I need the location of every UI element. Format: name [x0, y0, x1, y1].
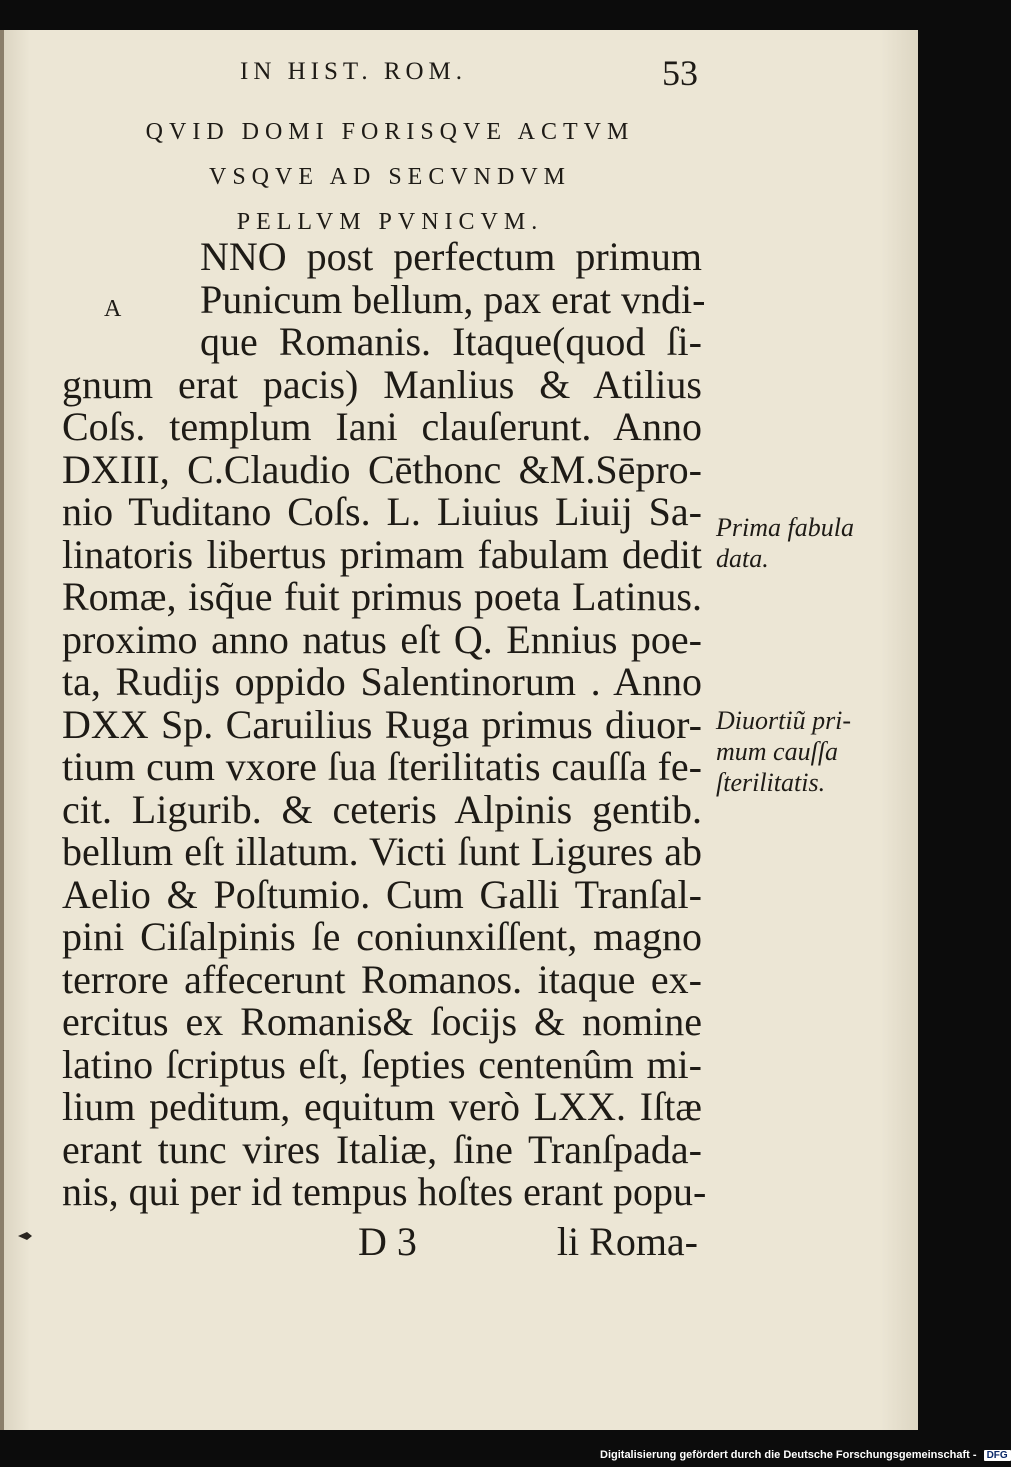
- text-line: terrore affecerunt Romanos. itaque ex-: [62, 956, 702, 1002]
- text-line: bellum eſt illatum. Victi ſunt Ligures ab: [62, 829, 702, 874]
- initial-letter: A: [104, 296, 122, 322]
- marginal-note-line: ſterilitatis.: [716, 768, 826, 797]
- credit-text: Digitalisierung gefördert durch die Deutsche Forschungsgemeinschaft -: [600, 1449, 977, 1461]
- text-line: cit. Ligurib. & ceteris Alpinis gentib.: [62, 786, 702, 832]
- chapter-title-line: VSQVE AD SECVNDVM: [208, 164, 572, 190]
- text-line: tium cum vxore ſua ſterilitatis cauſſa fe-: [62, 744, 702, 789]
- catchword: li Roma-: [556, 1219, 698, 1264]
- page-number: 53: [662, 53, 698, 93]
- text-line: DXIII, C.Claudio Cēthonc &M.Sēpro-: [62, 446, 702, 492]
- dfg-logo: DFG: [984, 1450, 1011, 1461]
- text-line: Aelio & Poſtumio. Cum Galli Tranſal-: [62, 871, 702, 917]
- text-line: Romæ, isq̃ue fuit primus poeta Latinus.: [62, 574, 702, 619]
- text-line: nis, qui per id tempus hoſtes erant popu-: [62, 1169, 707, 1214]
- text-line: gnum erat pacis) Manlius & Atilius: [62, 361, 702, 407]
- text-line: latino ſcriptus eſt, ſepties centenûm mi-: [62, 1041, 702, 1087]
- text-line: NNO post perfectum primum: [200, 234, 702, 279]
- text-line: proximo anno natus eſt Q. Ennius poe-: [62, 616, 702, 662]
- text-line: Coſs. templum Iani clauſerunt. Anno: [62, 404, 702, 449]
- text-line: linatoris libertus primam fabulam dedit: [62, 531, 702, 577]
- text-line: nio Tuditano Coſs. L. Liuius Liuij Sa-: [62, 489, 702, 534]
- marginal-note-diuortium: [716, 705, 851, 798]
- marginal-note-fabula: [716, 512, 854, 574]
- body-text: [62, 234, 707, 1214]
- text-line: pini Ciſalpinis ſe coniunxiſſent, magno: [62, 914, 702, 959]
- text-line: ercitus ex Romanis& ſocijs & nomine: [62, 999, 702, 1044]
- running-head: IN HIST. ROM.: [240, 58, 468, 85]
- marginal-note-line: Prima fabula: [716, 513, 854, 542]
- chapter-title-line: QVID DOMI FORISQVE ACTVM: [145, 119, 635, 145]
- arrow-marker-icon: [18, 1232, 32, 1240]
- signature-mark: D 3: [358, 1219, 417, 1264]
- text-line: ta, Rudijs oppido Salentinorum . Anno: [62, 659, 702, 704]
- text-line: lium peditum, equitum verò LXX. Iſtæ: [62, 1084, 702, 1129]
- text-line: DXX Sp. Caruilius Ruga primus diuor-: [62, 701, 702, 747]
- marginal-note-line: mum cauſſa: [716, 737, 839, 766]
- text-line: Punicum bellum, pax erat vndi-: [200, 276, 706, 322]
- page-edge: [0, 30, 4, 1430]
- marginal-note-line: Diuortiũ pri-: [716, 706, 852, 735]
- text-line: erant tunc vires Italiæ, ſine Tranſpada-: [62, 1126, 702, 1172]
- chapter-title-line: PELLVM PVNICVM.: [236, 209, 544, 235]
- chapter-title: [60, 110, 720, 245]
- digitization-credit: [600, 1449, 1008, 1465]
- marginal-note-line: data.: [716, 544, 769, 573]
- text-line: que Romanis. Itaque(quod ſi-: [200, 319, 702, 364]
